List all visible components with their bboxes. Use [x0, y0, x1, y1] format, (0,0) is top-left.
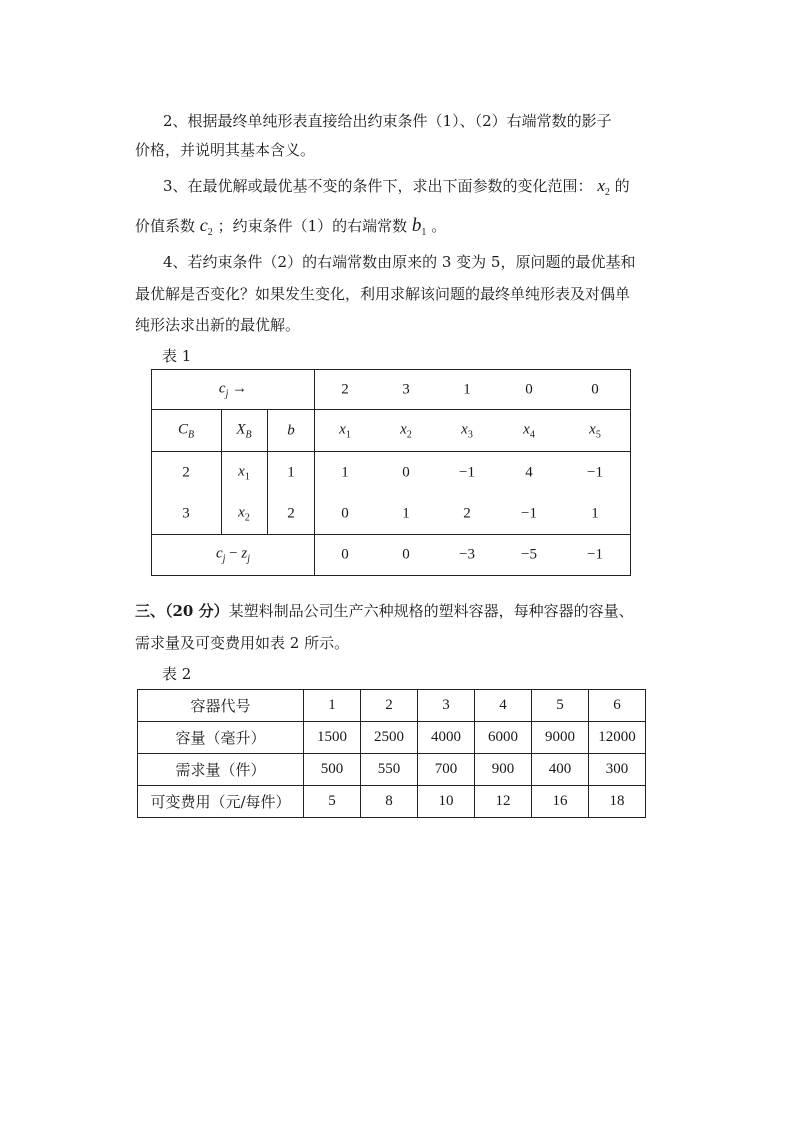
table-cell: 4000 — [418, 722, 475, 754]
table1-hline — [152, 534, 630, 535]
table-cell: 550 — [361, 754, 418, 786]
row-label: 可变费用（元/每件） — [138, 786, 304, 818]
q3-line2-end: 。 — [431, 217, 447, 235]
cz-value: 0 — [341, 546, 349, 563]
section3-line2: 需求量及可变费用如表 2 所示。 — [135, 634, 350, 652]
q3-var-x2: $x_2$ — [597, 176, 610, 198]
cj-value: 2 — [341, 381, 349, 398]
row2-value: 0 — [341, 505, 349, 522]
q3-var-c2: $c_2$ — [199, 215, 213, 238]
q4-line1: 4、若约束条件（2）的右端常数由原来的 3 变为 5，原问题的最优基和 — [163, 253, 636, 271]
simplex-table — [151, 369, 631, 576]
row2-cb: 3 — [182, 505, 190, 522]
header-var: $x_3$ — [461, 421, 473, 441]
cz-value: −5 — [521, 546, 537, 563]
table-cell: 16 — [532, 786, 589, 818]
row1-value: 1 — [341, 464, 349, 481]
table-row — [138, 754, 646, 786]
table1-caption: 表 1 — [162, 347, 192, 365]
q3-var-b1: $b_1$ — [411, 215, 427, 238]
header-var: $x_4$ — [523, 421, 535, 441]
table-row — [138, 722, 646, 754]
container-table — [137, 689, 646, 818]
table-cell: 300 — [589, 754, 646, 786]
header-cb: $C_B$ — [177, 421, 195, 441]
cz-label: $c_j - z_j$ — [215, 545, 251, 565]
row2-xb: $x_2$ — [238, 504, 250, 524]
table-cell: 12 — [475, 786, 532, 818]
table1-vline — [314, 370, 315, 575]
header-var: $x_1$ — [339, 421, 351, 441]
row1-cb: 2 — [182, 464, 190, 481]
table-cell: 2500 — [361, 722, 418, 754]
cj-value: 1 — [463, 381, 471, 398]
header-var: $x_2$ — [400, 421, 412, 441]
row1-b: 1 — [287, 464, 295, 481]
table1-vline — [221, 409, 222, 534]
table-cell: 1 — [304, 690, 361, 722]
table-cell: 3 — [418, 690, 475, 722]
table-cell: 12000 — [589, 722, 646, 754]
section3-line1 — [135, 600, 634, 622]
table2-caption: 表 2 — [162, 665, 192, 683]
q4-line2: 最优解是否变化？如果发生变化，利用求解该问题的最终单纯形表及对偶单 — [135, 285, 631, 303]
q4-line3: 纯形法求出新的最优解。 — [135, 316, 301, 334]
header-xb: $X_B$ — [236, 421, 252, 441]
table1-vline — [267, 409, 268, 534]
table-cell: 8 — [361, 786, 418, 818]
section3-text: 某塑料制品公司生产六种规格的塑料容器，每种容器的容量、 — [228, 602, 634, 620]
row1-value: 4 — [525, 464, 533, 481]
row1-xb: $x_1$ — [238, 463, 250, 483]
table-cell: 1500 — [304, 722, 361, 754]
table-cell: 10 — [418, 786, 475, 818]
cj-label: $c_j$ → — [218, 380, 248, 400]
table-cell: 2 — [361, 690, 418, 722]
table-cell: 9000 — [532, 722, 589, 754]
table-cell: 900 — [475, 754, 532, 786]
table-cell: 6 — [589, 690, 646, 722]
cz-value: 0 — [402, 546, 410, 563]
table-cell: 18 — [589, 786, 646, 818]
table-cell: 5 — [304, 786, 361, 818]
row2-b: 2 — [287, 505, 295, 522]
cj-value: 0 — [525, 381, 533, 398]
table1-hline — [152, 451, 630, 452]
table-cell: 6000 — [475, 722, 532, 754]
row1-value: −1 — [587, 464, 603, 481]
table-cell: 4 — [475, 690, 532, 722]
row-label: 容器代号 — [138, 690, 304, 722]
row-label: 需求量（件） — [138, 754, 304, 786]
q3-line1-text: 3、在最优解或最优基不变的条件下，求出下面参数的变化范围： — [163, 177, 593, 195]
table-cell: 700 — [418, 754, 475, 786]
q3-line2-text: 价值系数 — [135, 217, 196, 235]
row2-value: −1 — [521, 505, 537, 522]
row2-value: 1 — [591, 505, 599, 522]
table-cell: 500 — [304, 754, 361, 786]
header-var: $x_5$ — [589, 421, 601, 441]
table-cell: 400 — [532, 754, 589, 786]
q3-line1 — [163, 175, 630, 204]
cj-value: 0 — [591, 381, 599, 398]
q3-line2-mid: ；约束条件（1）的右端常数 — [217, 217, 408, 235]
q2-line2: 价格，并说明其基本含义。 — [135, 141, 316, 159]
q3-line2 — [135, 214, 446, 244]
row-label: 容量（毫升） — [138, 722, 304, 754]
table-cell: 5 — [532, 690, 589, 722]
header-b: b — [287, 422, 295, 439]
row2-value: 1 — [402, 505, 410, 522]
q2-line1: 2、根据最终单纯形表直接给出约束条件（1）、（2）右端常数的影子 — [163, 112, 612, 130]
table-row — [138, 690, 646, 722]
q3-line1-end: 的 — [614, 177, 630, 195]
cz-value: −3 — [459, 546, 475, 563]
cj-value: 3 — [402, 381, 410, 398]
row1-value: −1 — [459, 464, 475, 481]
table-row — [138, 786, 646, 818]
section3-number: 三、（20 分） — [135, 602, 229, 620]
row1-value: 0 — [402, 464, 410, 481]
table1-hline — [152, 409, 630, 410]
row2-value: 2 — [463, 505, 471, 522]
cz-value: −1 — [587, 546, 603, 563]
